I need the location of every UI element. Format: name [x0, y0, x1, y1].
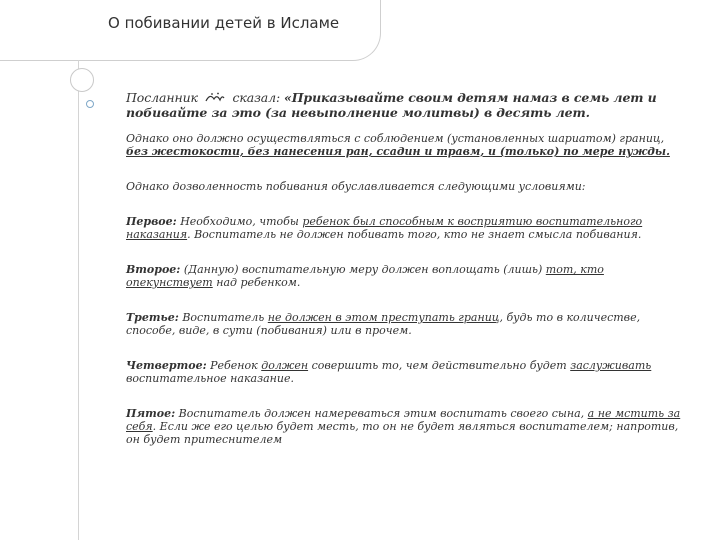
- spacer: [126, 385, 686, 407]
- condition-underlined: должен: [261, 359, 309, 372]
- condition-text: . Воспитатель не должен побивать того, кто не знает смысла побивания.: [187, 228, 642, 241]
- condition-label: Третье:: [126, 311, 179, 324]
- condition-underlined: ребенок был способным к восприятию воспитательного наказания: [126, 215, 643, 241]
- condition-label: Первое:: [126, 215, 177, 228]
- spacer: [126, 158, 686, 180]
- condition-1: [126, 215, 686, 241]
- condition-2: [126, 263, 686, 289]
- condition-underlined: заслуживать: [570, 359, 652, 372]
- condition-text: . Если же его целью будет месть, то он не будет являться воспитателем; напротив, он будет притеснителем: [126, 420, 679, 446]
- condition-text: Воспитатель: [178, 311, 268, 324]
- note-part-2: без жестокости, без нанесения ран, ссадин и травм, и (только) по мере нужды.: [126, 145, 670, 158]
- condition-text: над ребенком.: [212, 276, 301, 289]
- spacer: [126, 337, 686, 359]
- condition-label: Пятое:: [126, 407, 176, 420]
- intro-said: сказал:: [232, 90, 284, 105]
- slide-content: [126, 90, 686, 446]
- left-rule: [78, 60, 79, 540]
- intro-paragraph: [126, 90, 686, 120]
- bullet-frame: [70, 68, 94, 92]
- spacer: [126, 193, 686, 215]
- condition-text: Необходимо, чтобы: [176, 215, 303, 228]
- note-part-1: Однако оно должно осуществляться с соблюдением (установленных шариатом) границ,: [126, 132, 665, 145]
- intro-quote: «Приказывайте своим детям намаз в семь лет и побивайте за это (за невыполнение молитвы) в десять лет.: [126, 90, 657, 120]
- condition-underlined: не должен в этом преступать границ: [267, 311, 500, 324]
- conditions-intro: Однако дозволенность побивания обуславливается следующими условиями:: [126, 180, 586, 193]
- condition-text: Ребенок: [206, 359, 262, 372]
- condition-5: [126, 407, 686, 446]
- condition-label: Четвертое:: [126, 359, 207, 372]
- salawat-seal-icon: [204, 91, 226, 103]
- note-paragraph: [126, 132, 686, 158]
- slide-title: О побивании детей в Исламе: [108, 14, 340, 32]
- condition-text: воспитательное наказание.: [126, 372, 294, 385]
- condition-3: [126, 311, 686, 337]
- spacer: [126, 241, 686, 263]
- condition-text: совершить то, чем действительно будет: [308, 359, 571, 372]
- intro-lead: Посланник: [126, 90, 198, 105]
- bullet-ring-icon: [86, 100, 94, 108]
- condition-text: , будь то в количестве, способе, виде, в сути (побивания) или в прочем.: [126, 311, 641, 337]
- condition-underlined: тот, кто опекунствует: [126, 263, 604, 289]
- condition-underlined: а не мстить за себя: [126, 407, 681, 433]
- condition-text: Воспитатель должен намереваться этим воспитать своего сына,: [175, 407, 588, 420]
- condition-4: [126, 359, 686, 385]
- condition-label: Второе:: [126, 263, 181, 276]
- condition-text: (Данную) воспитательную меру должен воплощать (лишь): [180, 263, 546, 276]
- spacer: [126, 289, 686, 311]
